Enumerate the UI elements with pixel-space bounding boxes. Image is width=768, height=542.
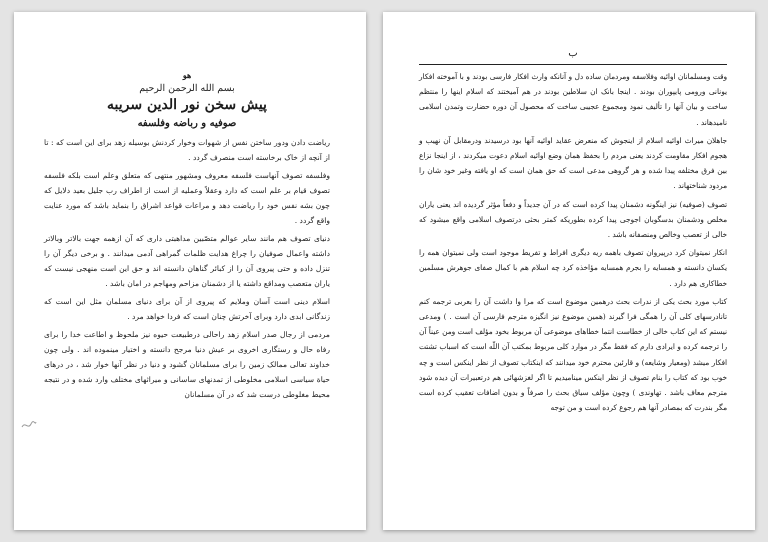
page-title: پیش سخن نور الدین سریبه: [107, 97, 267, 113]
paragraph: تصوف (صوفیه) نیز اینگونه دشمنان پیدا کرده است که در آن جدیداً و دفعاً مؤثر گردیده اند یعنی یاران مخلص ودشمنان بدسگوبان اجوجی پیدا کرده بطوریکه کمتر بحثی درتصوف اسلامی واقع میشود که خالی از تعصب وخالص ومنصفانه باشد .: [419, 199, 727, 240]
page-number: ب: [568, 48, 578, 59]
header-rule: [419, 64, 727, 65]
handwritten-margin-mark: [20, 418, 38, 432]
paragraph: کتاب مورد بحث یکی از ندرات بحث درهمین موضوع است که مرا وا داشت آن را بعربی ترجمه کنم تانادرسهای کلی آن را همگی فرا گیرند (همین موضوع نیز انگیزه مترجم فارسی آن است . ) ومدعی نیستم که این کتاب خالی از خطاست انتما خطاهای موضوعی آن مربوط بخود مؤلف است ومن عیناً آن را ترجمه کرده و ایرادی دارم که فقط مگر در موارد کلی مربوط بمکتب آن اللّه است که اسباب تشتت افکار میشد (ومعیار وشایعه) و قارئین محترم خود میدانند که اینکتاب تصوف از نظر اینکس است و چه خوب بود که کتاب را بنام تصوف از نظر اینکس مینامیدیم تا اگر لغزشهائی هم درتعبیرات آن دیده شود مترجم معاف باشد . تهاوندی ) وچون مؤلف سیاق بحث را صرفاً و بدون اضافات تعقیب کرده است مگر بندرت که بمصادر آنها هم رجوع کرده است و من توجه: [419, 296, 727, 413]
left-page: [14, 12, 366, 530]
paragraph: وفلسفه تصوف آنهاست فلسفه معروف ومشهور منتهی که متعلق وعلم است بلکه فلسفه تصوف قیام بر علم است که دارد وعقلاً وعملیه از است از اطراف رب جلیل بعید دلایل که چون بشه نفس خود را ریاضت دهد و مراعات قواعد اشراق را بنماید باشد که مورد عنایت واقع گردد .: [44, 171, 330, 225]
hu-heading: هو: [182, 70, 192, 80]
right-page: [383, 12, 755, 530]
section-subtitle: صوفیه و رباضه وفلسفه: [137, 118, 237, 129]
paragraph: مردمی از رجال صدر اسلام زهد راحالی درطبیعت حیوه نیز ملحوظ و اطاعت خدا را برای رفاه حال و رستگاری اخروی بر عیش دنیا مرجح دانسته و اختیار مینموده اند . ولی چون خداوند تعالی ممالک زمین را برای مسلمانان گشود و دنیا در نظر آنها خوار شد ، در درهای حیاة سیاسی اسلامی مخلوطی از تمدنهای ساسانی و میراثهای مختلف وارد شده و در نتیجه محیط مغلوطی درست شد که در آن مسلمانان: [44, 330, 330, 399]
paragraph: دنیای تصوف هم مانند سایر عوالم متصّبین مداهبتی داری که آن ازهمه جهت بالاتر وبالاتر داشته واعمال صوفیان را چراغ هدایت ظلمات گمراهی آدمی میدانند . و برخی دیگر آن را تنزل داده و حتی پیروی آن را از کبائر گناهان دانسته اند و حق این است منهجی نیست که یاران متعصب ومداقع داشته یا از دشمنان مزاحم ومهاجم در امان باشد .: [44, 234, 330, 288]
paragraph: جاهلان میراث اوائیه اسلام از اینجوش که منعرض عقاید اوائیه آنها بود درسیدند ودرمقابل آن نهیب و هجوم افکار مقاومت کردند یعنی مردم را بحفظ همان وضع اوائیه اسلام دعوت میکردند ، از اینجا نزاع بین فرق مختلفه پیدا شده و هر گروهی مدعی است که حق همان است که او یافته وغیر خود شان را مردود شناختهاند .: [419, 135, 727, 191]
paragraph: ریاضت دادن ودور ساختن نفس از شهوات وخوار کردنش بوسیله زهد برای این است که : تا از آنچه از خاک برخاسته است منصرف گردد .: [44, 138, 330, 162]
paragraph: انکار نمیتوان کرد درپیروان تصوف باهمه ریه دیگری افراط و تفریط موجود است ولی نمیتوان همه را یکسان دانسته و همسایه را بجرم همسایه مؤاخذه کرد چه اسلام هم با کمال صفای جوهرش مسلمین خطاکاری هم دارد .: [419, 248, 727, 288]
basmala: بسم الله الرحمن الرحیم: [139, 83, 235, 94]
paragraph: وقت ومسلمانان اوائیه وفلاسفه ومردمان ساده دل و آنانکه وارث افکار فارسی بودند و با آموخته افکار یونانی ورومی پایپوران بودند . اینجا بانک ان سلاطین بودند در هم آمیختند که اسلام اینها را منتظم ساخت و بیان آنها را تألیف نمود ومجموع عجیبی ساخت که محصول آن دوره حضارت وتمدن اسلامی نامیدهاند .: [419, 72, 727, 127]
paragraph: اسلام دینی است آسان وملایم که پیروی از آن برای دنیای مسلمان مثل این است که زندگانی ابدی دارد وبرای آخرتش چنان است که فردا خواهد مرد .: [44, 297, 330, 321]
